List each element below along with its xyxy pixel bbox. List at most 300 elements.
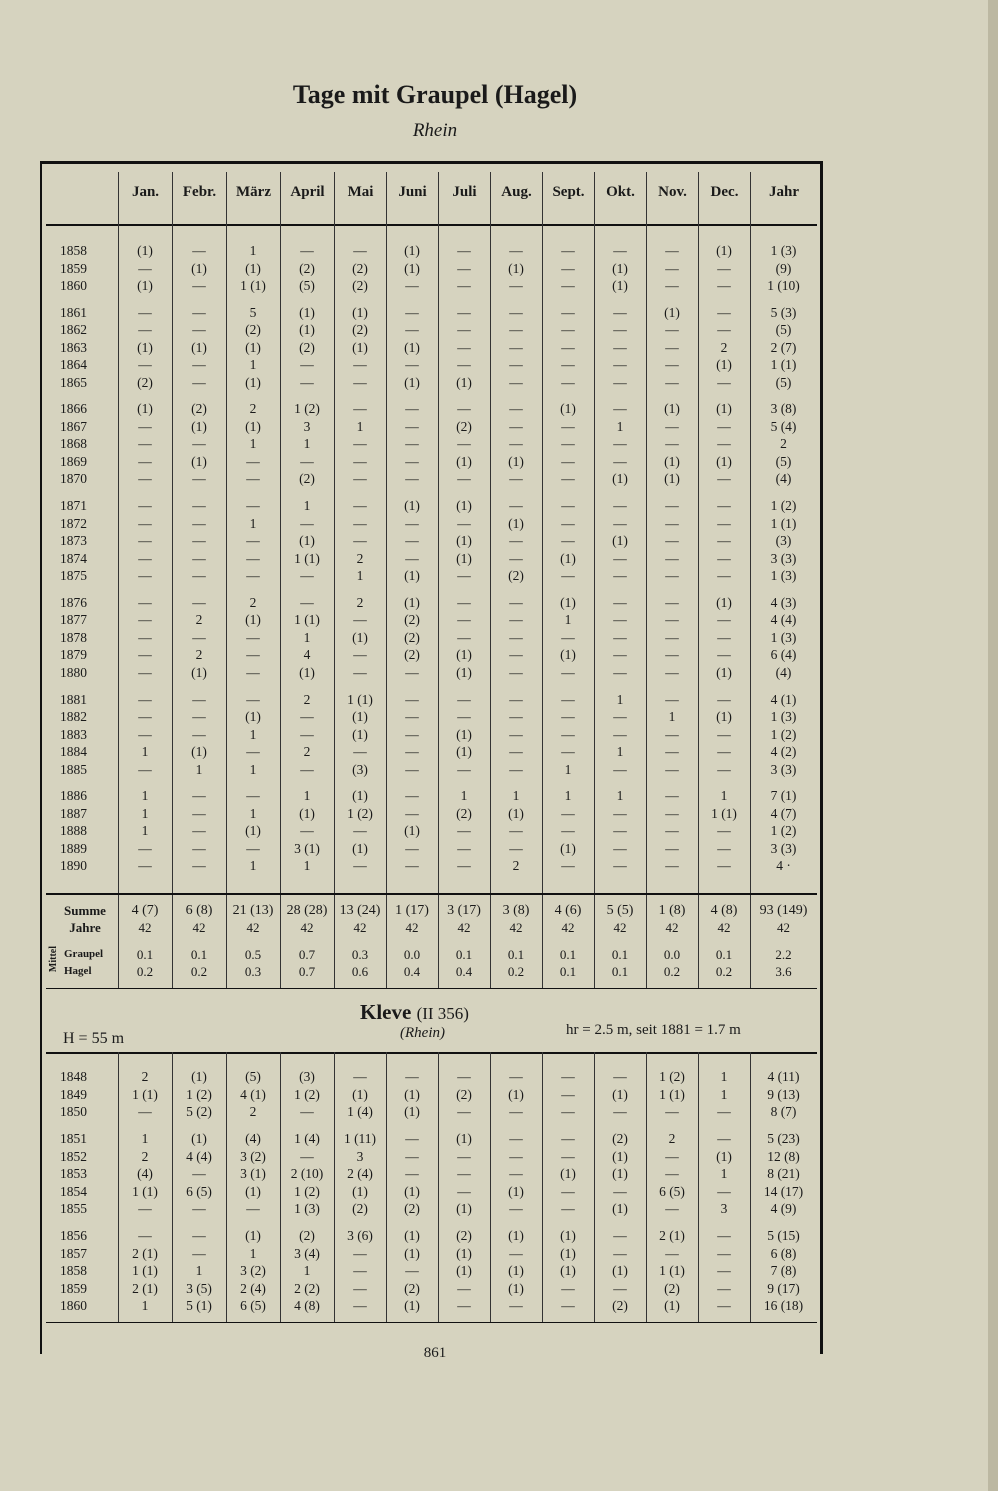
value-cell: (2) bbox=[352, 260, 368, 276]
value-cell: — bbox=[138, 691, 152, 707]
value-cell: 1 (1) bbox=[659, 1086, 685, 1102]
value-cell: 4 (9) bbox=[770, 1201, 797, 1216]
value-cell: — bbox=[717, 1280, 731, 1296]
value-cell: 2 (1) bbox=[659, 1228, 685, 1243]
summary-value: 0.4 bbox=[455, 964, 473, 979]
value-cell: — bbox=[138, 515, 152, 531]
summary-value: 6 (8) bbox=[185, 903, 213, 918]
value-cell: 1 (3) bbox=[770, 243, 797, 258]
value-cell: — bbox=[138, 568, 152, 584]
value-cell: (1) bbox=[560, 401, 576, 417]
value-cell: — bbox=[138, 1201, 152, 1216]
value-cell: — bbox=[665, 858, 679, 874]
value-cell: — bbox=[192, 322, 206, 338]
value-cell: — bbox=[717, 761, 731, 777]
value-cell: — bbox=[717, 629, 731, 645]
value-cell: (2) bbox=[299, 339, 315, 355]
value-cell: 1 bbox=[616, 418, 624, 434]
value-cell: — bbox=[665, 691, 679, 707]
value-cell: — bbox=[192, 726, 206, 742]
value-cell: 2 bbox=[195, 612, 203, 628]
summary-value: 13 (24) bbox=[339, 903, 381, 918]
value-cell: 1 (1) bbox=[770, 357, 797, 373]
value-cell: — bbox=[457, 339, 471, 355]
value-cell: — bbox=[457, 612, 471, 628]
value-cell: 1 (3) bbox=[770, 568, 797, 584]
summary-value: 42 bbox=[300, 920, 314, 935]
value-cell: 1 bbox=[720, 1166, 728, 1181]
value-cell: 9 (13) bbox=[767, 1086, 800, 1102]
value-cell: — bbox=[192, 629, 206, 645]
value-cell: 4 · bbox=[776, 858, 791, 874]
value-cell: (2) bbox=[404, 647, 420, 663]
value-cell: (1) bbox=[245, 339, 261, 355]
value-cell: (4) bbox=[245, 1131, 261, 1146]
value-cell: 1 bbox=[141, 823, 149, 839]
value-cell: — bbox=[717, 471, 731, 487]
value-cell: (1) bbox=[191, 260, 207, 276]
value-cell: — bbox=[405, 533, 419, 549]
column-divider bbox=[594, 1052, 595, 1322]
summary-value: 0.2 bbox=[507, 964, 525, 979]
year-cell: 1879 bbox=[60, 647, 87, 663]
column-divider bbox=[386, 898, 387, 988]
value-cell: 1 (2) bbox=[294, 401, 320, 417]
value-cell: — bbox=[717, 418, 731, 434]
summary-value: 0.2 bbox=[663, 964, 681, 979]
value-cell: — bbox=[353, 744, 367, 759]
summary-value: 0.7 bbox=[298, 964, 316, 979]
value-cell: (1) bbox=[508, 805, 524, 821]
value-cell: — bbox=[246, 498, 260, 514]
value-cell: — bbox=[613, 594, 627, 610]
value-cell: — bbox=[561, 664, 575, 680]
value-cell: — bbox=[457, 322, 471, 338]
value-cell: 5 (15) bbox=[767, 1228, 800, 1243]
value-cell: (1) bbox=[456, 374, 472, 390]
value-cell: (1) bbox=[560, 647, 576, 663]
value-cell: 1 (1) bbox=[132, 1263, 158, 1278]
summary-value: 42 bbox=[457, 920, 471, 935]
value-cell: (1) bbox=[612, 278, 628, 293]
column-divider bbox=[226, 1052, 227, 1322]
value-cell: — bbox=[509, 629, 523, 645]
value-cell: 3 (3) bbox=[770, 761, 797, 777]
value-cell: (2) bbox=[456, 805, 472, 821]
value-cell: 2 bbox=[720, 339, 728, 355]
value-cell: — bbox=[717, 515, 731, 531]
value-cell: 3 (3) bbox=[770, 840, 797, 856]
value-cell: 4 (1) bbox=[770, 691, 797, 707]
summary-value: 42 bbox=[405, 920, 419, 935]
value-cell: — bbox=[561, 533, 575, 549]
year-cell: 1886 bbox=[60, 788, 87, 804]
value-cell: — bbox=[613, 401, 627, 417]
value-cell: — bbox=[613, 550, 627, 566]
column-divider bbox=[698, 1052, 699, 1322]
value-cell: 1 bbox=[195, 1263, 203, 1278]
value-cell: — bbox=[405, 1148, 419, 1164]
year-cell: 1863 bbox=[60, 339, 87, 355]
year-cell: 1848 bbox=[60, 1069, 87, 1084]
value-cell: — bbox=[509, 664, 523, 680]
value-cell: — bbox=[509, 498, 523, 514]
column-divider bbox=[646, 898, 647, 988]
value-cell: — bbox=[246, 788, 260, 804]
value-cell: — bbox=[353, 515, 367, 531]
value-cell: — bbox=[665, 418, 679, 434]
summary-value: 1 (17) bbox=[395, 903, 429, 918]
value-cell: — bbox=[300, 1148, 314, 1164]
table-row bbox=[46, 339, 817, 357]
value-cell: 2 bbox=[141, 1069, 149, 1084]
summary-value: 0.5 bbox=[244, 947, 262, 962]
column-divider bbox=[490, 172, 491, 898]
table-row bbox=[46, 277, 817, 295]
value-cell: — bbox=[192, 1228, 206, 1243]
value-cell: — bbox=[246, 647, 260, 663]
value-cell: (2) bbox=[456, 1228, 472, 1243]
value-cell: 8 (7) bbox=[770, 1104, 797, 1119]
value-cell: (1) bbox=[716, 664, 732, 680]
value-cell: 1 (1) bbox=[659, 1263, 685, 1278]
value-cell: (1) bbox=[560, 1263, 576, 1278]
value-cell: (1) bbox=[664, 453, 680, 469]
kleve-name: Kleve bbox=[360, 1000, 412, 1024]
value-cell: — bbox=[509, 401, 523, 417]
column-divider bbox=[172, 898, 173, 988]
value-cell: (1) bbox=[612, 533, 628, 549]
value-cell: — bbox=[138, 498, 152, 514]
column-header: Mai bbox=[334, 172, 386, 222]
summary-value: 0.1 bbox=[507, 947, 525, 962]
value-cell: — bbox=[300, 453, 314, 469]
value-cell: 1 (1) bbox=[240, 278, 266, 293]
value-cell: 5 (4) bbox=[770, 418, 797, 434]
summary-value: 0.3 bbox=[244, 964, 262, 979]
summary-value: 0.1 bbox=[715, 947, 733, 962]
value-cell: 3 bbox=[356, 1148, 364, 1164]
value-cell: (1) bbox=[352, 788, 368, 804]
table-row bbox=[46, 805, 817, 823]
summary-value: 3 (17) bbox=[447, 903, 481, 918]
value-cell: — bbox=[457, 436, 471, 452]
value-cell: (1) bbox=[352, 304, 368, 320]
value-cell: 3 (3) bbox=[770, 550, 797, 566]
summary-value: 42 bbox=[192, 920, 206, 935]
value-cell: — bbox=[353, 357, 367, 373]
value-cell: 1 (4) bbox=[294, 1131, 320, 1146]
value-cell: (2) bbox=[664, 1280, 680, 1296]
value-cell: — bbox=[509, 647, 523, 663]
value-cell: — bbox=[405, 664, 419, 680]
value-cell: (1) bbox=[456, 664, 472, 680]
value-cell: — bbox=[192, 550, 206, 566]
value-cell: (1) bbox=[716, 453, 732, 469]
year-cell: 1857 bbox=[60, 1245, 87, 1261]
column-divider bbox=[172, 1052, 173, 1322]
year-cell: 1889 bbox=[60, 840, 87, 856]
value-cell: — bbox=[192, 594, 206, 610]
value-cell: 1 bbox=[616, 691, 624, 707]
value-cell: 1 bbox=[720, 788, 728, 804]
column-divider bbox=[226, 172, 227, 898]
year-cell: 1868 bbox=[60, 436, 87, 452]
year-cell: 1874 bbox=[60, 550, 87, 566]
value-cell: — bbox=[509, 243, 523, 258]
value-cell: — bbox=[665, 278, 679, 293]
value-cell: (2) bbox=[456, 1086, 472, 1102]
value-cell: 1 (4) bbox=[347, 1104, 373, 1119]
value-cell: (1) bbox=[664, 1298, 680, 1313]
summary-value: 93 (149) bbox=[759, 903, 808, 918]
table-row bbox=[46, 374, 817, 392]
value-cell: — bbox=[353, 823, 367, 839]
year-cell: 1888 bbox=[60, 823, 87, 839]
page-title: Tage mit Graupel (Hagel) bbox=[292, 80, 578, 109]
value-cell: — bbox=[246, 533, 260, 549]
value-cell: (2) bbox=[352, 322, 368, 338]
value-cell: — bbox=[613, 243, 627, 258]
value-cell: (5) bbox=[775, 453, 792, 469]
value-cell: 4 (11) bbox=[767, 1069, 800, 1084]
value-cell: (1) bbox=[612, 260, 628, 276]
value-cell: — bbox=[665, 1245, 679, 1261]
value-cell: — bbox=[717, 1131, 731, 1146]
summary-value: 0.1 bbox=[611, 947, 629, 962]
value-cell: — bbox=[561, 322, 575, 338]
value-cell: — bbox=[192, 515, 206, 531]
value-cell: (1) bbox=[191, 418, 207, 434]
value-cell: — bbox=[405, 436, 419, 452]
value-cell: — bbox=[509, 594, 523, 610]
value-cell: — bbox=[613, 647, 627, 663]
value-cell: — bbox=[561, 1104, 575, 1119]
summary-value: 0.0 bbox=[663, 947, 681, 962]
value-cell: — bbox=[717, 568, 731, 584]
value-cell: — bbox=[613, 304, 627, 320]
value-cell: — bbox=[717, 436, 731, 452]
value-cell: — bbox=[405, 1131, 419, 1146]
value-cell: — bbox=[192, 498, 206, 514]
value-cell: — bbox=[405, 805, 419, 821]
summary-value: 42 bbox=[509, 920, 523, 935]
column-header: Febr. bbox=[172, 172, 226, 222]
value-cell: (1) bbox=[716, 401, 732, 417]
value-cell: — bbox=[457, 691, 471, 707]
value-cell: — bbox=[509, 550, 523, 566]
summary-value: 42 bbox=[777, 920, 790, 935]
value-cell: — bbox=[561, 278, 575, 293]
value-cell: — bbox=[613, 1228, 627, 1243]
year-cell: 1858 bbox=[60, 1263, 87, 1278]
column-divider bbox=[280, 898, 281, 988]
value-cell: — bbox=[613, 805, 627, 821]
value-cell: 3 bbox=[303, 418, 311, 434]
value-cell: (2) bbox=[456, 418, 472, 434]
value-cell: — bbox=[613, 664, 627, 680]
value-cell: 1 (2) bbox=[659, 1069, 685, 1084]
value-cell: (1) bbox=[612, 1148, 628, 1164]
table-row bbox=[46, 743, 817, 761]
table-row bbox=[46, 435, 817, 453]
value-cell: 6 (5) bbox=[240, 1298, 266, 1313]
value-cell: — bbox=[665, 243, 679, 258]
value-cell: (1) bbox=[245, 260, 261, 276]
value-cell: — bbox=[613, 453, 627, 469]
value-cell: — bbox=[509, 1069, 523, 1084]
value-cell: (1) bbox=[456, 1263, 472, 1278]
value-cell: (1) bbox=[508, 515, 524, 531]
value-cell: — bbox=[300, 374, 314, 390]
value-cell: — bbox=[665, 647, 679, 663]
value-cell: — bbox=[717, 744, 731, 759]
year-cell: 1867 bbox=[60, 418, 87, 434]
value-cell: — bbox=[138, 709, 152, 724]
value-cell: — bbox=[246, 691, 260, 707]
year-cell: 1870 bbox=[60, 471, 87, 487]
value-cell: — bbox=[717, 1263, 731, 1278]
value-cell: — bbox=[457, 1069, 471, 1084]
value-cell: — bbox=[405, 515, 419, 531]
value-cell: (2) bbox=[404, 1201, 420, 1216]
column-divider bbox=[542, 898, 543, 988]
value-cell: (1) bbox=[404, 1104, 420, 1119]
value-cell: — bbox=[613, 858, 627, 874]
value-cell: (1) bbox=[560, 594, 576, 610]
kleve-hr: hr = 2.5 m, seit 1881 = 1.7 m bbox=[566, 1022, 741, 1038]
value-cell: — bbox=[353, 664, 367, 680]
summary-value: 0.4 bbox=[403, 964, 421, 979]
value-cell: — bbox=[613, 1104, 627, 1119]
value-cell: 1 bbox=[356, 418, 364, 434]
value-cell: 12 (8) bbox=[767, 1148, 800, 1164]
table-row bbox=[46, 1183, 817, 1201]
value-cell: 1 bbox=[249, 726, 257, 742]
value-cell: — bbox=[665, 498, 679, 514]
value-cell: (1) bbox=[137, 401, 153, 417]
value-cell: 1 bbox=[195, 761, 203, 777]
table-row bbox=[46, 611, 817, 629]
value-cell: (1) bbox=[664, 471, 680, 487]
value-cell: — bbox=[613, 374, 627, 390]
column-divider bbox=[542, 1052, 543, 1322]
value-cell: 3 (6) bbox=[347, 1228, 373, 1243]
year-cell: 1884 bbox=[60, 744, 87, 759]
value-cell: — bbox=[246, 664, 260, 680]
value-cell: (1) bbox=[191, 339, 207, 355]
value-cell: — bbox=[665, 823, 679, 839]
summary-label: Summe bbox=[64, 903, 106, 918]
value-cell: — bbox=[457, 1183, 471, 1199]
summary-value: 0.1 bbox=[190, 947, 208, 962]
value-cell: — bbox=[457, 629, 471, 645]
summary-value: 21 (13) bbox=[232, 903, 274, 918]
value-cell: — bbox=[509, 823, 523, 839]
column-divider bbox=[334, 1052, 335, 1322]
value-cell: 1 bbox=[720, 1069, 728, 1084]
value-cell: 1 (1) bbox=[347, 691, 373, 707]
value-cell: — bbox=[192, 1166, 206, 1181]
value-cell: (1) bbox=[612, 471, 628, 487]
summary-value: 0.1 bbox=[136, 947, 154, 962]
year-cell: 1869 bbox=[60, 453, 87, 469]
value-cell: — bbox=[561, 726, 575, 742]
value-cell: (1) bbox=[456, 550, 472, 566]
value-cell: 2 bbox=[303, 744, 311, 759]
value-cell: — bbox=[353, 1263, 367, 1278]
column-header: Sept. bbox=[542, 172, 594, 222]
table-row bbox=[46, 1086, 817, 1104]
value-cell: — bbox=[561, 691, 575, 707]
value-cell: 1 (1) bbox=[132, 1086, 158, 1102]
value-cell: — bbox=[457, 278, 471, 293]
table-row bbox=[46, 304, 817, 322]
value-cell: 2 (2) bbox=[294, 1280, 320, 1296]
value-cell: (2) bbox=[191, 401, 207, 417]
year-cell: 1872 bbox=[60, 515, 87, 531]
year-cell: 1883 bbox=[60, 726, 87, 742]
table-row bbox=[46, 1227, 817, 1245]
value-cell: (1) bbox=[560, 550, 576, 566]
value-cell: 1 bbox=[303, 629, 311, 645]
summary-value: 42 bbox=[717, 920, 731, 935]
value-cell: — bbox=[457, 709, 471, 724]
value-cell: 1 bbox=[564, 788, 572, 804]
value-cell: — bbox=[138, 664, 152, 680]
column-divider bbox=[490, 1052, 491, 1322]
value-cell: — bbox=[561, 471, 575, 487]
value-cell: 1 (3) bbox=[770, 629, 797, 645]
summary-value: 42 bbox=[246, 920, 260, 935]
value-cell: — bbox=[665, 357, 679, 373]
value-cell: (3) bbox=[775, 533, 792, 549]
value-cell: (1) bbox=[404, 1183, 420, 1199]
value-cell: 5 (2) bbox=[186, 1104, 212, 1119]
value-cell: — bbox=[509, 339, 523, 355]
value-cell: 2 (10) bbox=[290, 1166, 324, 1181]
value-cell: (1) bbox=[612, 1201, 628, 1216]
value-cell: — bbox=[192, 278, 206, 293]
value-cell: — bbox=[138, 304, 152, 320]
value-cell: — bbox=[665, 629, 679, 645]
value-cell: — bbox=[405, 788, 419, 804]
value-cell: (1) bbox=[191, 664, 207, 680]
value-cell: — bbox=[405, 322, 419, 338]
value-cell: (2) bbox=[404, 629, 420, 645]
table-row bbox=[46, 453, 817, 471]
value-cell: — bbox=[509, 612, 523, 628]
page-subtitle: Rhein bbox=[412, 120, 458, 141]
value-cell: 1 (11) bbox=[343, 1131, 377, 1146]
value-cell: — bbox=[353, 1298, 367, 1313]
value-cell: — bbox=[561, 418, 575, 434]
column-header: März bbox=[226, 172, 280, 222]
value-cell: (5) bbox=[245, 1069, 261, 1084]
year-cell: 1852 bbox=[60, 1148, 87, 1164]
value-cell: — bbox=[561, 629, 575, 645]
table-row bbox=[46, 400, 817, 418]
value-cell: (1) bbox=[245, 418, 261, 434]
column-divider bbox=[386, 1052, 387, 1322]
value-cell: 1 bbox=[616, 744, 624, 759]
value-cell: (2) bbox=[404, 612, 420, 628]
value-cell: 1 bbox=[249, 1245, 257, 1261]
value-cell: — bbox=[717, 1298, 731, 1313]
value-cell: — bbox=[457, 1104, 471, 1119]
value-cell: — bbox=[613, 436, 627, 452]
value-cell: (1) bbox=[245, 823, 261, 839]
